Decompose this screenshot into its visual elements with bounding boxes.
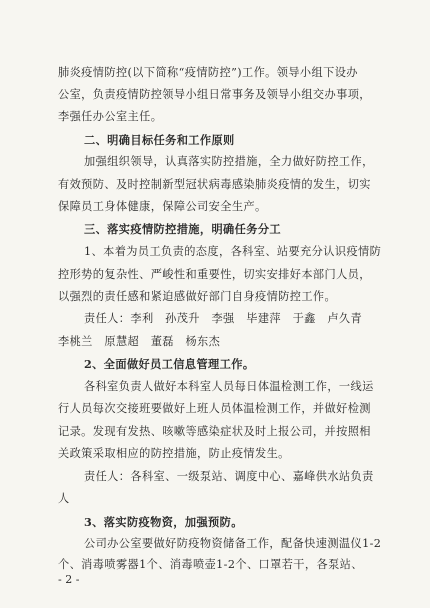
para-line: 有效预防、及时控制新型冠状病毒感染肺炎疫情的发生，切实 (58, 178, 371, 191)
page-number: - 2 - (58, 573, 80, 586)
responsible-line: 责任人：各科室、一级泵站、调度中心、嘉峰供水站负责 (84, 470, 374, 483)
responsible-line: 人 (58, 492, 70, 505)
subsection-heading: 2、全面做好员工信息管理工作。 (84, 357, 255, 371)
responsible-line: 李桃兰 原慧超 董磊 杨东杰 (58, 335, 221, 348)
para-line: 个、消毒喷雾器1个、消毒喷壶1-2个、口罩若干，各泵站、 (58, 558, 363, 571)
para-line: 以强烈的责任感和紧迫感做好部门自身疫情防控工作。 (58, 290, 337, 303)
section-heading: 二、明确目标任务和工作原则 (84, 133, 235, 147)
para-line: 各科室负责人做好本科室人员每日体温检测工作，一线运 (84, 380, 374, 393)
para-line: 公司办公室要做好防疫物资储备工作，配备快速测温仪1-2 (84, 537, 382, 550)
para-line: 肺炎疫情防控(以下简称“疫情防控”)工作。领导小组下设办 (58, 66, 358, 79)
para-line: 记录。发现有发热、咳嗽等感染症状及时上报公司，并按照相 (58, 425, 371, 438)
responsible-line: 责任人：李利 孙茂升 李强 毕建萍 于鑫 卢久青 (84, 312, 363, 325)
para-line: 李强任办公室主任。 (58, 110, 163, 123)
para-line: 关政策采取相应的防控措施，防止疫情发生。 (58, 447, 290, 460)
para-line: 1、本着为员工负责的态度，各科室、站要充分认识疫情防 (84, 245, 382, 258)
para-line: 行人员每次交接班要做好上班人员体温检测工作，并做好检测 (58, 402, 371, 415)
para-line: 控形势的复杂性、严峻性和重要性，切实安排好本部门人员， (58, 268, 371, 281)
para-line: 公室，负责疫情防控领导小组日常事务及领导小组交办事项， (58, 88, 371, 101)
section-heading: 三、落实疫情防控措施，明确任务分工 (84, 222, 281, 236)
subsection-heading: 3、落实防疫物资，加强预防。 (84, 515, 243, 529)
para-line: 保障员工身体健康，保障公司安全生产。 (58, 200, 267, 213)
para-line: 加强组织领导，认真落实防控措施，全力做好防控工作， (84, 155, 374, 168)
